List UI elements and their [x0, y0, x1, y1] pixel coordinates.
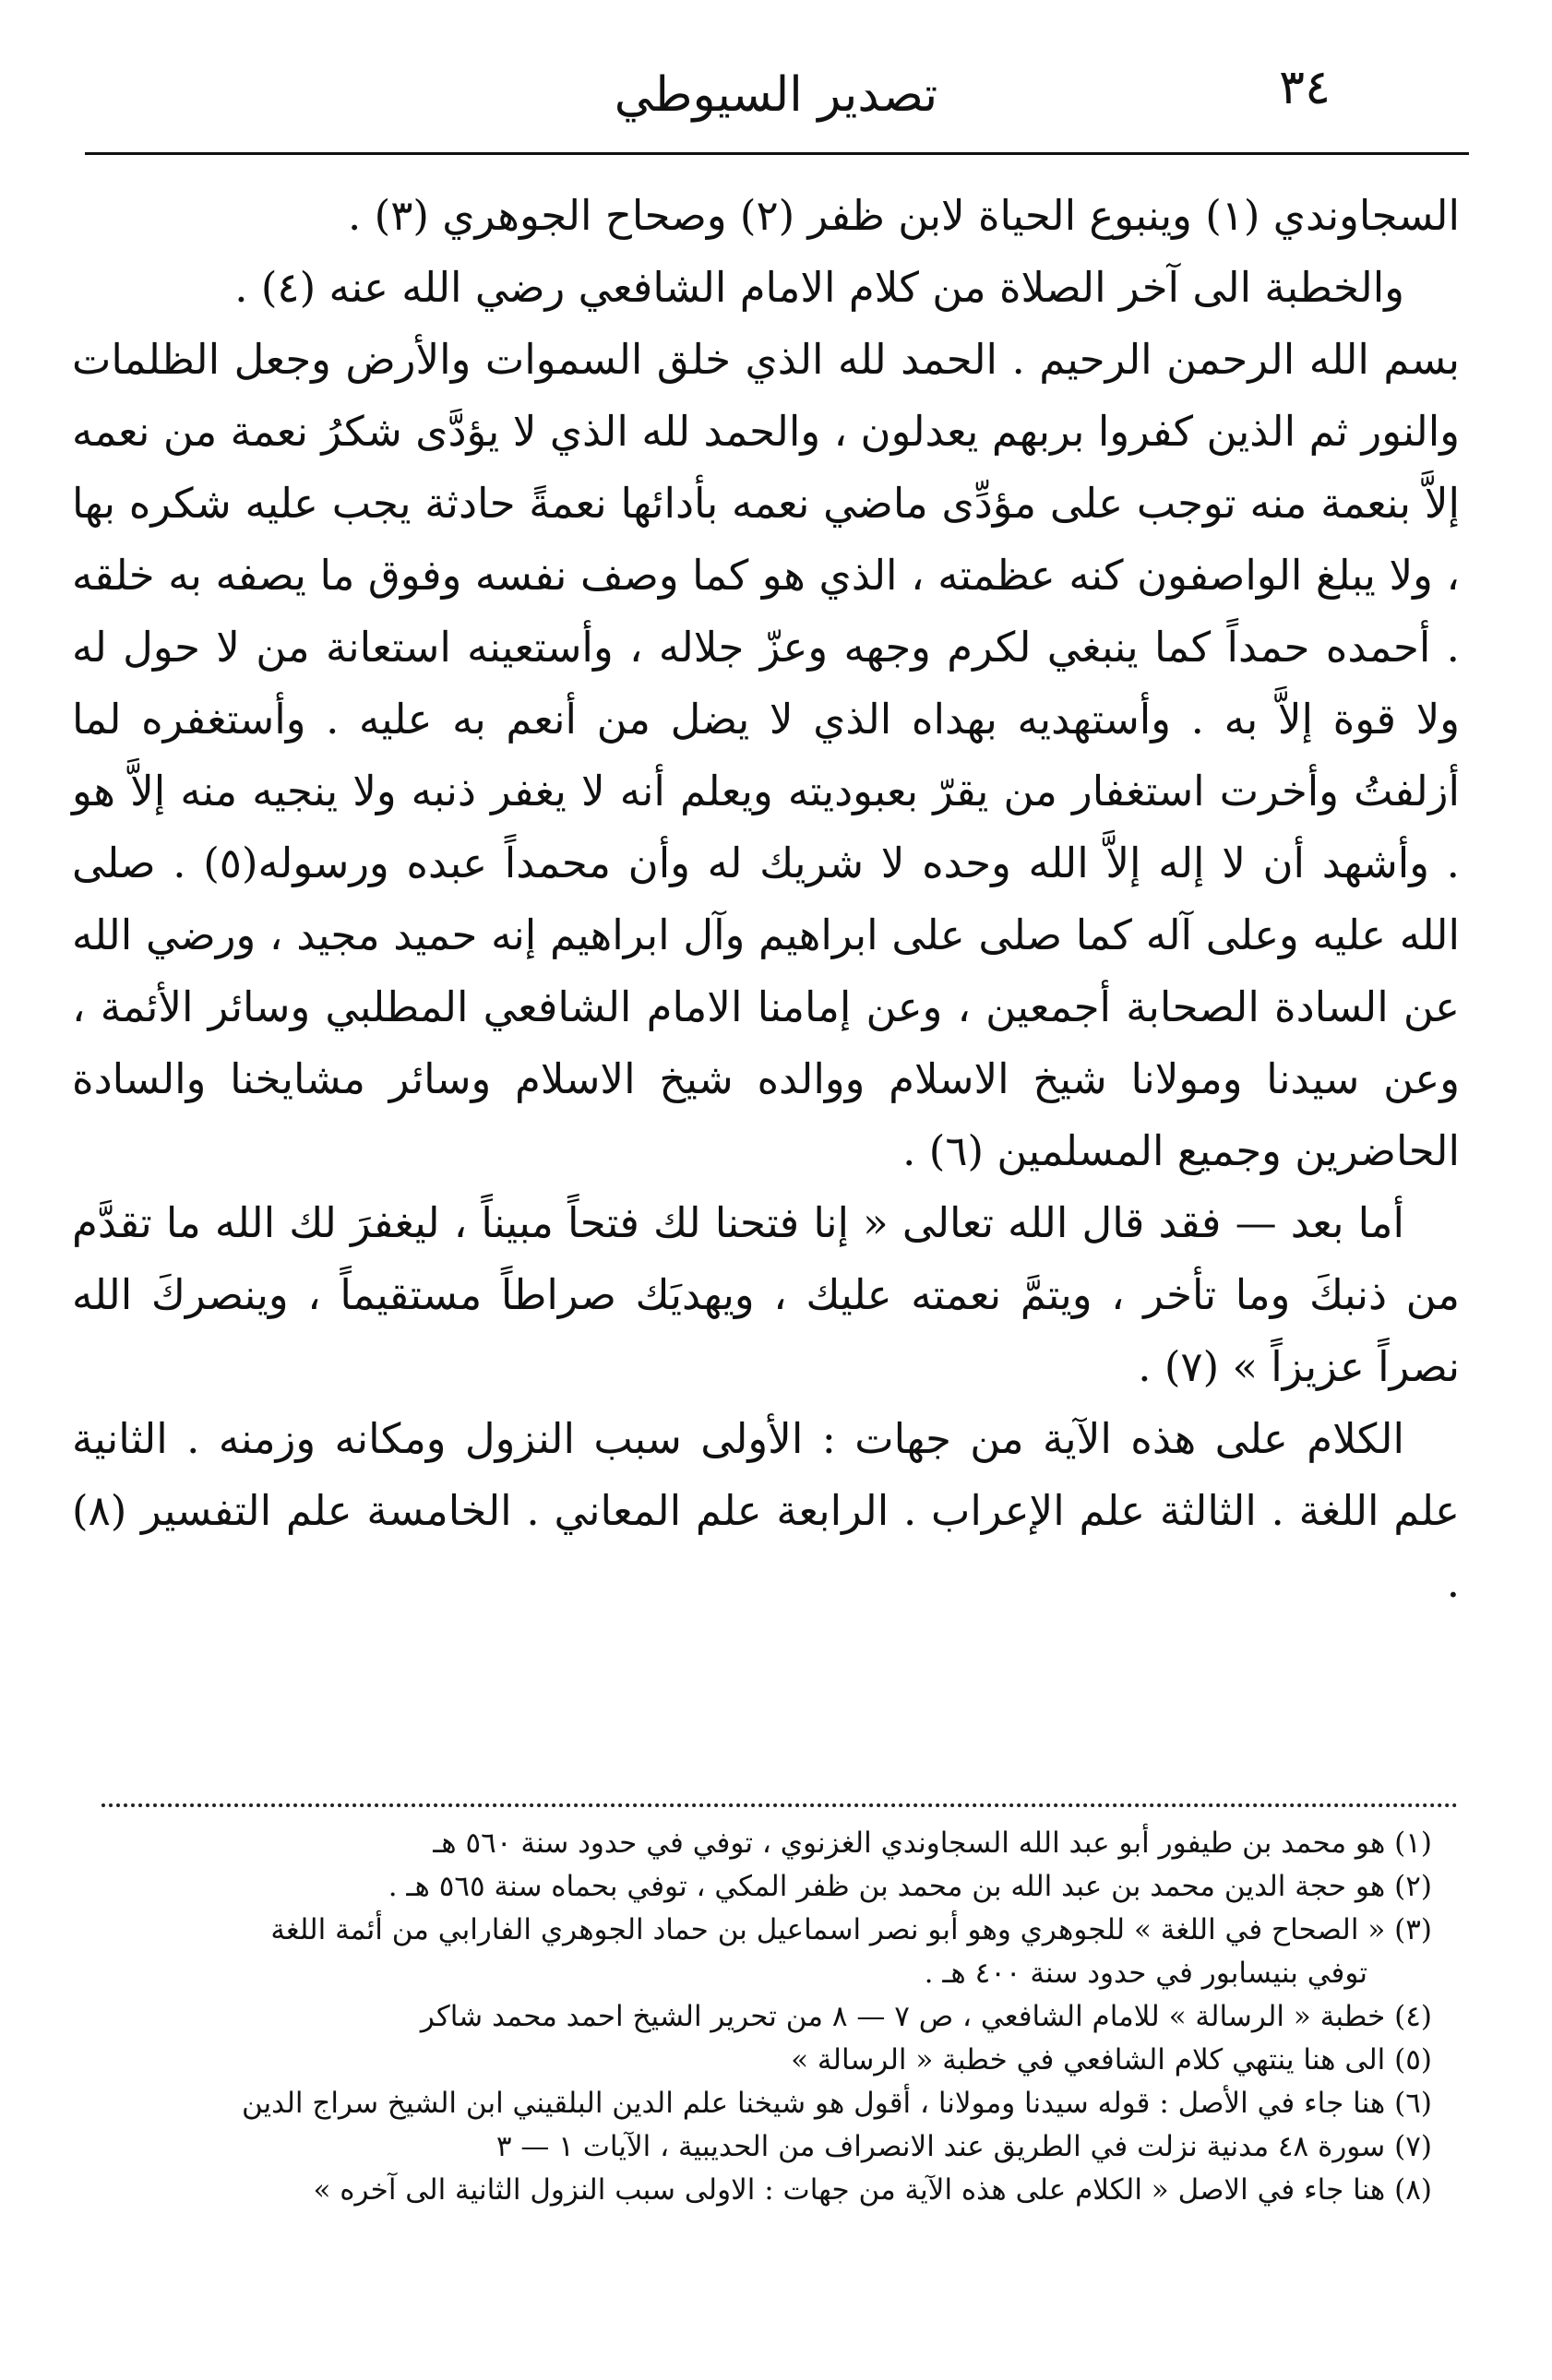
header-rule — [85, 152, 1469, 155]
footnote: (٥) الى هنا ينتهي كلام الشافعي في خطبة « الرسالة » — [791, 2043, 1432, 2077]
footnote: (٦) هنا جاء في الأصل : قوله سيدنا ومولانا ، أقول هو شيخنا علم الدين البلقيني ابن الشيخ سراج الدين — [241, 2087, 1432, 2120]
page-number: ٣٤ — [1279, 60, 1331, 115]
paragraph: الكلام على هذه الآية من جهات : الأولى سبب النزول ومكانه وزمنه . الثانية علم اللغة . الثالثة علم الإعراب . الرابعة علم المعاني . الخامسة علم التفسير (٨) . — [72, 1414, 1460, 1607]
footnote: (٧) سورة ٤٨ مدنية نزلت في الطريق عند الانصراف من الحديبية ، الآيات ١ — ٣ — [495, 2130, 1432, 2163]
footnote: (٤) خطبة « الرسالة » للامام الشافعي ، ص ٧ — ٨ من تحرير الشيخ احمد محمد شاكر — [420, 2000, 1432, 2033]
paragraph: بسم الله الرحمن الرحيم . الحمد لله الذي خلق السموات والأرض وجعل الظلمات والنور ثم الذين كفروا بربهم يعدلون ، والحمد لله الذي لا يؤدَّى شكرُ نعمة من نعمه إلاَّ بنعمة منه توجب على مؤدِّى ماضي نعمه بأدائها نعمةً حادثة يجب عليه شكره بها ، ولا يبلغ الواصفون كنه عظمته ، الذي هو كما وصف نفسه وفوق ما يصفه به خلقه . أحمده حمداً كما ينبغي لكرم وجهه وعزّ جلاله ، وأستعينه استعانة من لا حول له ولا قوة إلاَّ به . وأستهديه بهداه الذي لا يضل من أنعم به عليه . وأستغفره لما أزلفتُ وأخرت استغفار من يقرّ بعبوديته ويعلم أنه لا يغفر ذنبه ولا ينجيه منه إلاَّ هو . وأشهد أن لا إله إلاَّ الله وحده لا شريك له وأن محمداً عبده ورسوله(٥) . صلى الله عليه وعلى آله كما صلى على ابراهيم وآل ابراهيم إنه حميد مجيد ، ورضي الله عن السادة الصحابة أجمعين ، وعن إمامنا الامام الشافعي المطلبي وسائر الأئمة ، وعن سيدنا ومولانا شيخ الاسلام ووالده شيخ الاسلام وسائر مشايخنا والسادة الحاضرين وجميع المسلمين (٦) . — [72, 335, 1460, 1175]
paragraph: والخطبة الى آخر الصلاة من كلام الامام الشافعي رضي الله عنه (٤) . — [234, 263, 1404, 312]
footnote: (٨) هنا جاء في الاصل « الكلام على هذه الآية من جهات : الاولى سبب النزول الثانية الى آخره » — [313, 2173, 1432, 2207]
footnote: (١) هو محمد بن طيفور أبو عبد الله السجاوندي الغزنوي ، توفي في حدود سنة ٥٦٠ هـ — [433, 1827, 1432, 1860]
footnote-continuation: توفي بنيسابور في حدود سنة ٤٠٠ هـ . — [924, 1957, 1367, 1990]
main-text — [72, 180, 1460, 1619]
footnotes — [55, 1822, 1432, 2212]
running-title: تصدير السيوطي — [614, 67, 938, 123]
footnote: (٣) « الصحاح في اللغة » للجوهري وهو أبو نصر اسماعيل بن حماد الجوهري الفارابي من أئمة اللغة — [270, 1913, 1432, 1946]
footnote-separator — [101, 1803, 1458, 1807]
page-header — [83, 51, 1469, 134]
paragraph: أما بعد — فقد قال الله تعالى « إنا فتحنا لك فتحاً مبيناً ، ليغفرَ لك الله ما تقدَّم من ذنبكَ وما تأخر ، ويتمَّ نعمته عليك ، ويهديَك صراطاً مستقيماً ، وينصركَ الله نصراً عزيزاً » (٧) . — [72, 1198, 1460, 1391]
paragraph: السجاوندي (١) وينبوع الحياة لابن ظفر (٢) وصحاح الجوهري (٣) . — [348, 191, 1460, 240]
footnote: (٢) هو حجة الدين محمد بن عبد الله بن محمد بن ظفر المكي ، توفي بحماه سنة ٥٦٥ هـ . — [388, 1870, 1432, 1903]
